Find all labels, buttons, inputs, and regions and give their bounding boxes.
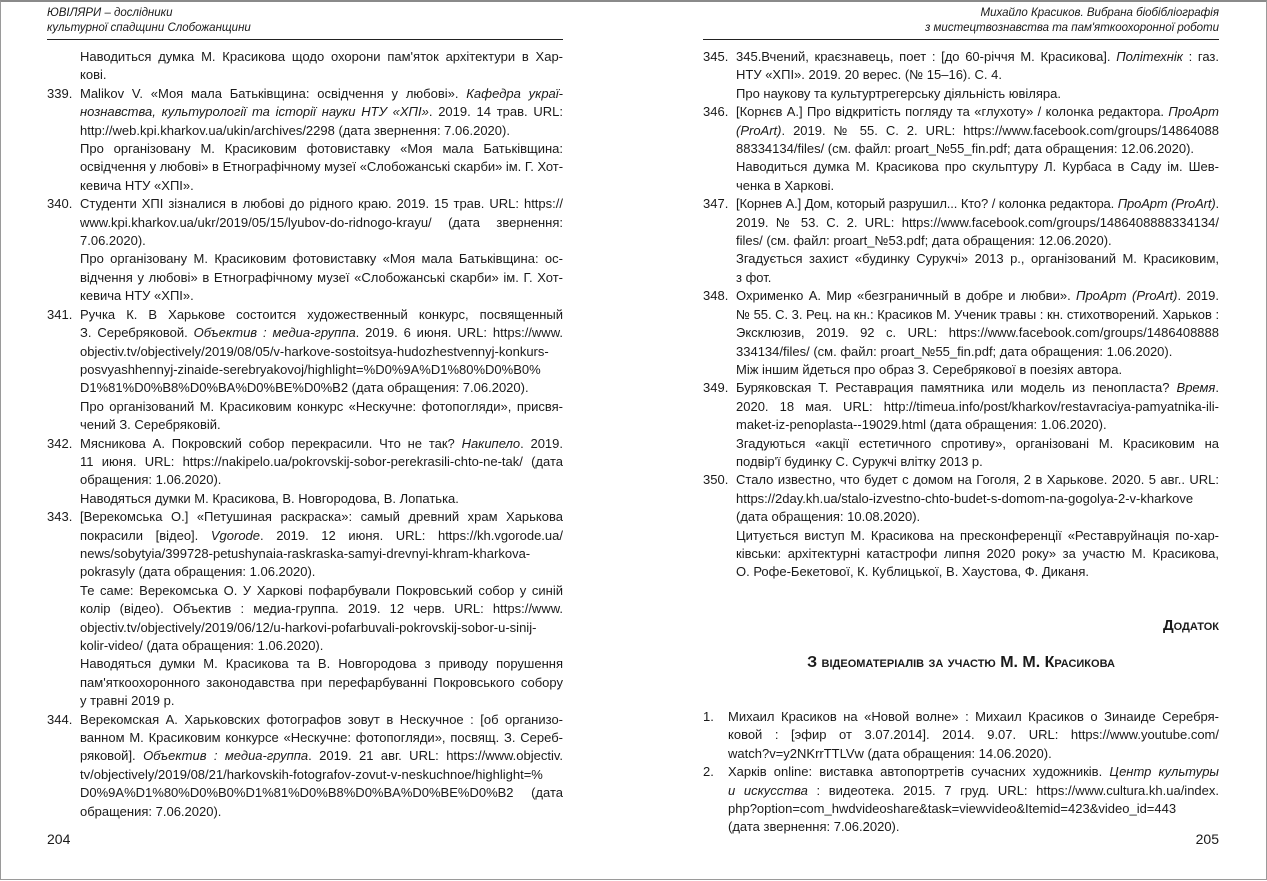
text-segment: . 2019. — [1177, 288, 1219, 304]
entry-number: 348. — [703, 288, 729, 304]
text-line: www.kpi.kharkov.ua/ukr/2019/05/15/lyubov-do-ridnogo-krayu/ (дата звернення: — [80, 214, 563, 230]
text-line: maket-iz-penoplasta--19029.html (дата обращения: 1.06.2020). — [736, 417, 1107, 433]
entry-citation — [80, 435, 563, 490]
page-number: 205 — [1195, 831, 1219, 847]
entry-annotation — [80, 582, 563, 656]
entry-citation — [736, 471, 1219, 526]
entry-number: 2. — [703, 764, 714, 780]
text-segment: [Корнєв А.] Про відкритість погляду та «глухоту» / колонка редактора. — [736, 104, 1169, 120]
entry-annotation — [736, 85, 1219, 103]
text-line — [736, 122, 1219, 140]
text-line: Студенти ХПІ зізналися в любові до рідного краю. 2019. 15 трав. URL: https:// — [80, 196, 563, 212]
text-segment: Буряковская Т. Реставрация памятника или модель из пенопласта? — [736, 380, 1177, 396]
entry-number: 349. — [703, 380, 729, 396]
text-segment: . 2019. — [520, 435, 563, 451]
text-line — [728, 763, 1219, 781]
text-line: Наводиться думка М. Красикова щодо охорони пам'яток архітектури в Хар- — [80, 49, 563, 64]
text-line: D0%9A%D1%80%D0%B0%D1%81%D0%B8%D0%BA%D0%BE%D0%B2 (дата — [80, 785, 563, 801]
italic-title: Політехнік — [1116, 49, 1183, 64]
entry-annotation — [80, 655, 563, 710]
text-line — [80, 324, 563, 342]
bibliography-entry — [703, 103, 1219, 195]
italic-title: (ProArt) — [736, 122, 782, 138]
bibliography-entry — [703, 48, 1219, 103]
bibliography-entry — [47, 48, 563, 85]
text-line: news/sobytyia/399728-petushynaia-raskraska-samyi-drevnyi-khram-kharkova- — [80, 545, 531, 561]
entry-number: 339. — [47, 85, 73, 101]
text-segment: . 2019. 12 июня. URL: https://kh.vgorode.ua/ — [260, 527, 563, 543]
text-line: 7.06.2020). — [80, 233, 146, 249]
text-line — [736, 103, 1219, 121]
header-line: Михайло Красиков. Вибрана біобібліографія — [980, 7, 1219, 19]
right-page — [703, 0, 1219, 881]
bibliography-entry — [703, 287, 1219, 379]
entry-annotation — [736, 435, 1219, 472]
text-line: objectiv.tv/objectively/2019/06/12/u-harkovi-pofarbuvali-pokrovskij-sobor-u-sinij- — [80, 619, 537, 635]
header-line: культурної спадщини Слобожанщини — [47, 22, 251, 34]
text-line: Верекомская А. Харьковских фотографов зовут в Нескучное : [об организо- — [80, 711, 563, 727]
text-line: Між іншим йдеться про образ З. Серебрякової в поезіях автора. — [736, 361, 1123, 377]
entry-annotation — [736, 361, 1219, 379]
italic-title: ПроАрт (ProArt) — [1076, 288, 1178, 304]
bibliography-entry — [47, 195, 563, 305]
bibliography-entry — [703, 471, 1219, 581]
text-segment: : видеотека. 2015. 7 груд. URL: https://www.cultura.kh.ua/index. — [807, 782, 1219, 798]
bibliography-entry — [703, 195, 1219, 287]
entry-number: 343. — [47, 509, 73, 525]
italic-title: ПроАрт — [1168, 104, 1219, 120]
entry-annotation — [736, 527, 1219, 582]
text-line: D1%81%D0%B8%D0%BA%D0%BE%D0%B2 (дата обращения: 7.06.2020). — [80, 380, 529, 396]
entry-citation — [736, 103, 1219, 158]
text-line: кевича НТУ «ХПІ». — [80, 177, 194, 193]
text-line: чений З. Серебряковій. — [80, 417, 221, 433]
text-line: (дата звернення: 7.06.2020). — [728, 819, 900, 835]
text-line: 11 июня. URL: https://nakipelo.ua/pokrovskij-sobor-perekrasili-chto-ne-tak/ (дата — [80, 453, 563, 469]
text-line: Про організовану М. Красиковим фотовиставку «Моя мала Батьківщина: ос- — [80, 251, 563, 267]
entry-citation — [728, 763, 1219, 837]
entry-annotation — [80, 140, 563, 195]
text-line: Наводиться думка М. Красикова про скульптуру Л. Курбаса в Саду ім. Шев- — [736, 159, 1219, 175]
text-segment: покрасили [відео]. — [80, 527, 211, 543]
text-line: Згадуються «акції естетичного спротиву», організовані М. Красиковим на — [736, 435, 1219, 451]
text-segment: Мясникова А. Покровский собор перекрасили. Что не так? — [80, 435, 462, 451]
text-line — [80, 747, 563, 765]
entry-citation — [728, 708, 1219, 763]
bibliography-entry — [47, 508, 563, 710]
italic-title: Накипело — [461, 435, 521, 451]
entry-citation — [80, 711, 563, 821]
text-line: 2019. № 53. С. 2. URL: https://www.facebook.com/groups/1486408888334134/ — [736, 214, 1219, 230]
text-line: posvyashhennyj-zinaide-serebryakovoj/highlight=%D0%9A%D1%80%D0%B0% — [80, 361, 541, 377]
entry-number: 341. — [47, 306, 73, 322]
text-line — [80, 103, 563, 121]
text-segment: 345.Вчений, краєзнавець, поет : [до 60-річчя М. Красикова]. — [736, 49, 1117, 64]
text-line — [736, 379, 1219, 397]
text-line: Эксклюзив, 2019. 92 с. URL: https://www.facebook.com/groups/1486408888 — [736, 325, 1219, 341]
text-line: кевича НТУ «ХПІ». — [80, 288, 194, 304]
text-line: [Верекомська О.] «Петушиная раскраска»: самый древний храм Харькова — [80, 509, 563, 525]
text-line: 88334134/files/ (см. файл: proart_№55_fin.pdf; дата обращения: 12.06.2020). — [736, 141, 1195, 157]
text-line: Про організовану М. Красиковим фотовиставку «Моя мала Батьківщина: — [80, 141, 563, 157]
entry-citation — [736, 287, 1219, 361]
italic-title: Время — [1176, 380, 1216, 396]
text-line: освідчення у любові» в Етнографічному музеї «Слобожанські скарби» ім. Г. Хот- — [80, 159, 563, 175]
text-line — [80, 85, 563, 103]
bibliography-entry — [47, 85, 563, 195]
italic-title: Объектив : медиа-группа — [193, 325, 356, 341]
text-line: Наводяться думки М. Красикова та В. Новгородова з приводу порушення — [80, 656, 563, 672]
bibliography-entry — [703, 379, 1219, 471]
entry-number: 344. — [47, 711, 73, 727]
text-line: 2020. 18 мая. URL: http://timeua.info/post/kharkov/restavraciya-pamyatnika-ili- — [736, 398, 1219, 414]
text-segment: З. Серебряковой. — [80, 325, 194, 341]
text-line: колір (відео). Объектив : медиа-группа. 2019. 12 черв. URL: https://www. — [80, 601, 563, 617]
entry-annotation — [80, 490, 563, 508]
entry-annotation — [736, 250, 1219, 287]
text-line: ченка в Харкові. — [736, 177, 835, 193]
text-line: pokrasyly (дата обращения: 1.06.2020). — [80, 564, 316, 580]
text-segment: : газ. — [1182, 49, 1219, 64]
text-segment: [Корнев А.] Дом, который разрушил... Кто? / колонка редактора. — [736, 196, 1118, 212]
entry-number: 340. — [47, 196, 73, 212]
text-line: обращения: 7.06.2020). — [80, 803, 222, 819]
italic-title: Центр культуры — [1109, 764, 1220, 780]
entry-number: 342. — [47, 435, 73, 451]
italic-title: Кафедра украї- — [466, 85, 563, 101]
entry-number: 1. — [703, 709, 714, 724]
text-line: Те саме: Верекомська О. У Харкові пофарбували Покровський собор у синій — [80, 582, 563, 598]
text-line: з фот. — [736, 269, 772, 285]
text-line: пам'яткоохоронного законодавства при перефарбуванні Покровського собору — [80, 674, 563, 690]
entry-citation — [80, 306, 563, 398]
italic-title: нознавства, культурології та історії науки НТУ «ХПІ» — [80, 104, 429, 120]
text-line — [736, 287, 1219, 305]
bibliography-list — [47, 48, 563, 821]
text-line: Наводяться думки М. Красикова, В. Новгородова, В. Лопатька. — [80, 490, 459, 506]
text-line: https://2day.kh.ua/stalo-izvestno-chto-budet-s-domom-na-gogolya-2-v-kharkove — [736, 490, 1194, 506]
text-line: ковой : [эфир от 3.07.2014]. 2014. 9.07. URL: https://www.youtube.com/ — [728, 727, 1219, 743]
text-segment: ряковой]. — [80, 748, 144, 764]
text-line: обращения: 1.06.2020). — [80, 472, 222, 488]
text-line: Про наукову та культуртрегерську діяльність ювіляра. — [736, 85, 1061, 101]
entry-number: 345. — [703, 49, 729, 64]
entry-annotation — [80, 250, 563, 305]
entry-citation — [80, 508, 563, 582]
text-line — [736, 48, 1219, 66]
entry-annotation — [736, 158, 1219, 195]
text-line: objectiv.tv/objectively/2019/08/05/v-harkove-sostoitsya-hudozhestvennyj-konkurs- — [80, 343, 549, 359]
text-line: № 55. С. 3. Рец. на кн.: Красиков М. Ученик травы : кн. стихотворений. Харьков : — [736, 306, 1219, 322]
entry-annotation — [80, 398, 563, 435]
text-line: watch?v=y2NKrrTTLVw (дата обращения: 14.06.2020). — [728, 745, 1052, 761]
text-line: Стало известно, что будет с домом на Гоголя, 2 в Харькове. 2020. 5 авг.. URL: — [736, 472, 1219, 488]
text-line — [728, 782, 1219, 800]
text-segment: . — [1215, 380, 1219, 396]
text-line: http://web.kpi.kharkov.ua/ukin/archives/2298 (дата звернення: 7.06.2020). — [80, 122, 510, 138]
text-segment: Malikov V. «Моя мала Батьківщина: освідчення у любові». — [80, 85, 467, 101]
text-line: відчення у любові» в Етнографічному музеї «Слобожанські скарби» ім. Г. Хот- — [80, 269, 563, 285]
italic-title: Объектив : медиа-группа — [143, 748, 309, 764]
entry-number: 350. — [703, 472, 729, 488]
text-line: Згадується захист «будинку Сурукчі» 2013 р., організований М. Красиковим, — [736, 251, 1219, 267]
italic-title: ПроАрт (ProArt) — [1117, 196, 1216, 212]
text-segment: Охрименко А. Мир «безграничный в добре и любви». — [736, 288, 1077, 304]
header-line: ЮВІЛЯРИ – дослідники — [47, 7, 173, 19]
italic-title: Vgorode — [210, 527, 261, 543]
text-line: у травні 2019 р. — [80, 693, 175, 709]
entry-citation — [736, 48, 1219, 85]
bibliography-entry — [703, 763, 1219, 837]
left-page — [47, 0, 563, 881]
text-line: files/ (см. файл: proart_№53.pdf; дата обращения: 12.06.2020). — [736, 233, 1112, 249]
bibliography-list — [703, 48, 1219, 582]
entry-citation — [736, 379, 1219, 434]
text-segment: . 2019. № 55. С. 2. URL: https://www.facebook.com/groups/14864088 — [781, 122, 1219, 138]
text-line — [80, 527, 563, 545]
addendum-label: Додаток — [1162, 617, 1219, 634]
text-line: Цитується виступ М. Красикова на пресконференції «Реставруйнація по-хар- — [736, 527, 1219, 543]
text-line: кові. — [80, 67, 107, 83]
bibliography-entry — [47, 711, 563, 821]
entry-citation — [736, 195, 1219, 250]
entry-citation — [80, 85, 563, 140]
text-segment: . 2019. 6 июня. URL: https://www. — [355, 325, 563, 341]
text-segment: . 2019. 14 трав. URL: — [428, 104, 563, 120]
text-line: НТУ «ХПІ». 2019. 20 верес. (№ 15–16). С. 4. — [736, 67, 1002, 83]
text-line — [736, 195, 1219, 213]
text-line: tv/objectively/2019/08/21/harkovskih-fotografov-zovut-v-neskuchnoe/highlight=% — [80, 766, 543, 782]
text-line: 334134/files/ (см. файл: proart_№55_fin.pdf; дата обращения: 1.06.2020). — [736, 343, 1173, 359]
text-line: ківськи: архітектурні катастрофи липня 2020 року» за участю М. Красикова, — [736, 545, 1219, 561]
header-line: з мистецтвознавства та пам'яткоохоронної роботи — [925, 22, 1219, 34]
text-line: ванном М. Красиковим конкурсе «Нескучне: фотопогляди», посвящ. З. Сереб- — [80, 730, 563, 746]
appendix-title: З відеоматеріалів за участю М. М. Красикова — [807, 654, 1115, 671]
text-line: подвір'ї будинку С. Сурукчі влітку 2013 р. — [736, 453, 983, 469]
text-line: php?option=com_hwdvideoshare&task=viewvideo&Itemid=423&video_id=443 — [728, 801, 1177, 817]
text-line: О. Рофе-Бекетової, К. Кублицької, В. Хаустова, Ф. Диканя. — [736, 564, 1089, 580]
text-line — [80, 435, 563, 453]
running-header-left — [47, 6, 563, 40]
entry-number: 347. — [703, 196, 729, 212]
text-line: Михаил Красиков на «Новой волне» : Михаил Красиков о Зинаиде Серебря- — [728, 709, 1219, 724]
text-segment: . 2019. 21 авг. URL: https://www.objectiv. — [308, 748, 563, 764]
bibliography-entry — [703, 708, 1219, 763]
text-segment: Харків online: виставка автопортретів сучасних художників. — [728, 764, 1110, 780]
running-header-right — [703, 6, 1219, 40]
text-line: Про організований М. Красиковим конкурс «Нескучне: фотопогляди», присвя- — [80, 398, 563, 414]
page-number: 204 — [47, 831, 71, 847]
bibliography-entry — [47, 435, 563, 509]
text-segment: . — [1215, 196, 1219, 212]
entry-citation — [80, 195, 563, 250]
text-line: (дата обращения: 10.08.2020). — [736, 509, 921, 525]
bibliography-entry — [47, 306, 563, 435]
text-line: kolir-video/ (дата обращения: 1.06.2020). — [80, 638, 324, 653]
italic-title: и искусства — [728, 782, 808, 798]
entry-citation — [80, 48, 563, 85]
appendix-list — [703, 708, 1219, 837]
entry-number: 346. — [703, 104, 729, 120]
text-line: Ручка К. В Харькове состоится художественный конкурс, посвященный — [80, 306, 563, 322]
